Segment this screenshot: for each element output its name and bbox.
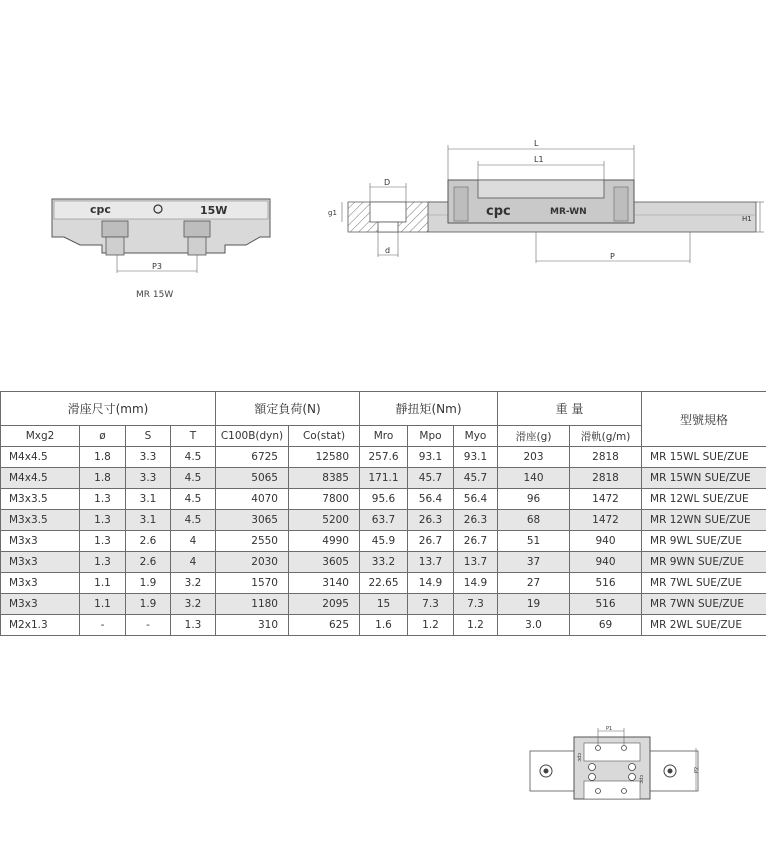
table-cell: 45.9	[360, 531, 408, 552]
table-cell: 1.3	[80, 531, 126, 552]
table-cell: 257.6	[360, 447, 408, 468]
table-cell: 3140	[289, 573, 360, 594]
table-cell: 1.3	[80, 489, 126, 510]
table-cell: 26.3	[454, 510, 498, 531]
table-cell: 19	[498, 594, 570, 615]
table-cell: 8385	[289, 468, 360, 489]
table-cell: 4070	[216, 489, 289, 510]
table-cell: 1.8	[80, 468, 126, 489]
table-cell: 3605	[289, 552, 360, 573]
table-cell: M2x1.3	[1, 615, 80, 636]
table-cell: 14.9	[454, 573, 498, 594]
table-cell: -	[126, 615, 171, 636]
table-cell: 3.2	[171, 573, 216, 594]
table-cell: 7.3	[408, 594, 454, 615]
table-cell: MR 2WL SUE/ZUE	[642, 615, 766, 636]
table-cell: 1.3	[80, 510, 126, 531]
header-model: 型號規格	[642, 392, 766, 447]
table-cell: 1472	[570, 510, 642, 531]
table-cell: 1.3	[171, 615, 216, 636]
table-cell: 37	[498, 552, 570, 573]
table-cell: 3.2	[171, 594, 216, 615]
dim-l: L	[534, 139, 539, 148]
table-cell: 5200	[289, 510, 360, 531]
block-brand-label: cpc	[90, 203, 111, 216]
table-cell: 7.3	[454, 594, 498, 615]
dim-h1: H1	[742, 215, 752, 223]
table-cell: -	[80, 615, 126, 636]
table-cell: 1.9	[126, 594, 171, 615]
table-cell: MR 7WN SUE/ZUE	[642, 594, 766, 615]
table-cell: 68	[498, 510, 570, 531]
table-cell: 56.4	[408, 489, 454, 510]
spec-table	[0, 391, 766, 636]
table-cell: 2.6	[126, 552, 171, 573]
table-cell: 1.9	[126, 573, 171, 594]
table-cell: 2.6	[126, 531, 171, 552]
table-cell: 2095	[289, 594, 360, 615]
table-cell: 63.7	[360, 510, 408, 531]
bolt-right	[184, 221, 210, 237]
dim-d-upper: D	[384, 178, 391, 187]
table-cell: 6725	[216, 447, 289, 468]
table-cell: 15	[360, 594, 408, 615]
table-cell: 516	[570, 594, 642, 615]
header-load: 額定負荷(N)	[216, 392, 360, 426]
table-cell: 203	[498, 447, 570, 468]
table-cell: 45.7	[408, 468, 454, 489]
table-cell: 940	[570, 531, 642, 552]
table-cell: 1.2	[454, 615, 498, 636]
table-cell: 7800	[289, 489, 360, 510]
table-row	[1, 573, 766, 594]
table-cell: 12580	[289, 447, 360, 468]
subheader-diameter: ø	[80, 426, 126, 447]
table-cell: 26.3	[408, 510, 454, 531]
subheader-rail-weight: 滑軌(g/m)	[570, 426, 642, 447]
table-cell: 1472	[570, 489, 642, 510]
block-size-label: 15W	[200, 204, 228, 217]
table-cell: 625	[289, 615, 360, 636]
table-cell: 171.1	[360, 468, 408, 489]
subheader-mxg2: Mxg2	[1, 426, 80, 447]
table-cell: 14.9	[408, 573, 454, 594]
table-cell: M4x4.5	[1, 468, 80, 489]
table-cell: 26.7	[454, 531, 498, 552]
table-cell: M4x4.5	[1, 447, 80, 468]
table-cell: 4	[171, 531, 216, 552]
table-cell: 1.3	[80, 552, 126, 573]
table-cell: M3x3.5	[1, 489, 80, 510]
dim-g1: g1	[328, 209, 337, 217]
table-cell: M3x3.5	[1, 510, 80, 531]
table-row	[1, 531, 766, 552]
drawing-top-view	[528, 725, 706, 805]
subheader-c100b: C100B(dyn)	[216, 426, 289, 447]
table-row	[1, 489, 766, 510]
subheader-s: S	[126, 426, 171, 447]
table-row	[1, 510, 766, 531]
table-cell: 56.4	[454, 489, 498, 510]
table-row	[1, 447, 766, 468]
table-cell: MR 15WN SUE/ZUE	[642, 468, 766, 489]
top-view-mark-left: cpc	[576, 753, 582, 762]
table-cell: 45.7	[454, 468, 498, 489]
drawing-caption: MR 15W	[136, 290, 174, 300]
header-moment: 靜扭矩(Nm)	[360, 392, 498, 426]
subheader-mpo: Mpo	[408, 426, 454, 447]
subheader-mro: Mro	[360, 426, 408, 447]
table-cell: 516	[570, 573, 642, 594]
table-cell: 1570	[216, 573, 289, 594]
table-cell: MR 12WN SUE/ZUE	[642, 510, 766, 531]
table-group-header-row	[1, 392, 766, 426]
table-cell: 4.5	[171, 510, 216, 531]
table-cell: 93.1	[408, 447, 454, 468]
table-cell: 5065	[216, 468, 289, 489]
table-cell: 1.6	[360, 615, 408, 636]
table-row	[1, 552, 766, 573]
dim-p: P	[610, 252, 615, 261]
subheader-myo: Myo	[454, 426, 498, 447]
dim-p1: P1	[606, 726, 613, 732]
table-cell: 3.1	[126, 489, 171, 510]
subheader-t: T	[171, 426, 216, 447]
table-cell: 3.1	[126, 510, 171, 531]
table-cell: 4	[171, 552, 216, 573]
table-cell: 1.1	[80, 573, 126, 594]
table-cell: 140	[498, 468, 570, 489]
table-cell: M3x3	[1, 552, 80, 573]
table-cell: MR 15WL SUE/ZUE	[642, 447, 766, 468]
table-cell: 4.5	[171, 447, 216, 468]
block-side-model: MR-WN	[550, 207, 587, 217]
table-cell: 1.1	[80, 594, 126, 615]
table-cell: 310	[216, 615, 289, 636]
table-cell: 95.6	[360, 489, 408, 510]
table-cell: 3065	[216, 510, 289, 531]
table-cell: 4990	[289, 531, 360, 552]
subheader-co: Co(stat)	[289, 426, 360, 447]
dim-d-lower: d	[385, 246, 391, 255]
block-top-face	[54, 201, 268, 219]
table-cell: 69	[570, 615, 642, 636]
table-cell: 4.5	[171, 489, 216, 510]
table-cell: 33.2	[360, 552, 408, 573]
table-cell: 1.8	[80, 447, 126, 468]
top-view-mark-right: cpc	[638, 775, 644, 784]
bolt-left	[102, 221, 128, 237]
header-slide-dims: 滑座尺寸(mm)	[1, 392, 216, 426]
drawing-side-view	[328, 135, 766, 270]
table-cell: 2550	[216, 531, 289, 552]
table-cell: 2818	[570, 447, 642, 468]
table-cell: M3x3	[1, 594, 80, 615]
drawing-end-view	[40, 185, 280, 305]
table-body	[1, 447, 766, 636]
table-cell: 3.3	[126, 447, 171, 468]
table-cell: MR 12WL SUE/ZUE	[642, 489, 766, 510]
table-cell: 13.7	[408, 552, 454, 573]
table-cell: MR 9WN SUE/ZUE	[642, 552, 766, 573]
dim-l1: L1	[534, 155, 544, 164]
table-cell: 2030	[216, 552, 289, 573]
table-cell: MR 9WL SUE/ZUE	[642, 531, 766, 552]
dim-p2: P2	[694, 766, 700, 773]
table-row	[1, 594, 766, 615]
table-cell: 2818	[570, 468, 642, 489]
table-row	[1, 468, 766, 489]
subheader-slide-weight: 滑座(g)	[498, 426, 570, 447]
table-cell: 940	[570, 552, 642, 573]
table-cell: M3x3	[1, 573, 80, 594]
table-cell: 93.1	[454, 447, 498, 468]
block-side-brand: cpc	[486, 204, 511, 219]
table-cell: M3x3	[1, 531, 80, 552]
table-cell: 26.7	[408, 531, 454, 552]
table-cell: 3.0	[498, 615, 570, 636]
dim-p3: P3	[152, 262, 162, 271]
header-weight: 重 量	[498, 392, 642, 426]
table-cell: 1180	[216, 594, 289, 615]
table-cell: 3.3	[126, 468, 171, 489]
table-row	[1, 615, 766, 636]
table-cell: 51	[498, 531, 570, 552]
table-cell: 13.7	[454, 552, 498, 573]
table-cell: MR 7WL SUE/ZUE	[642, 573, 766, 594]
table-cell: 4.5	[171, 468, 216, 489]
table-cell: 27	[498, 573, 570, 594]
table-cell: 96	[498, 489, 570, 510]
table-cell: 22.65	[360, 573, 408, 594]
table-cell: 1.2	[408, 615, 454, 636]
